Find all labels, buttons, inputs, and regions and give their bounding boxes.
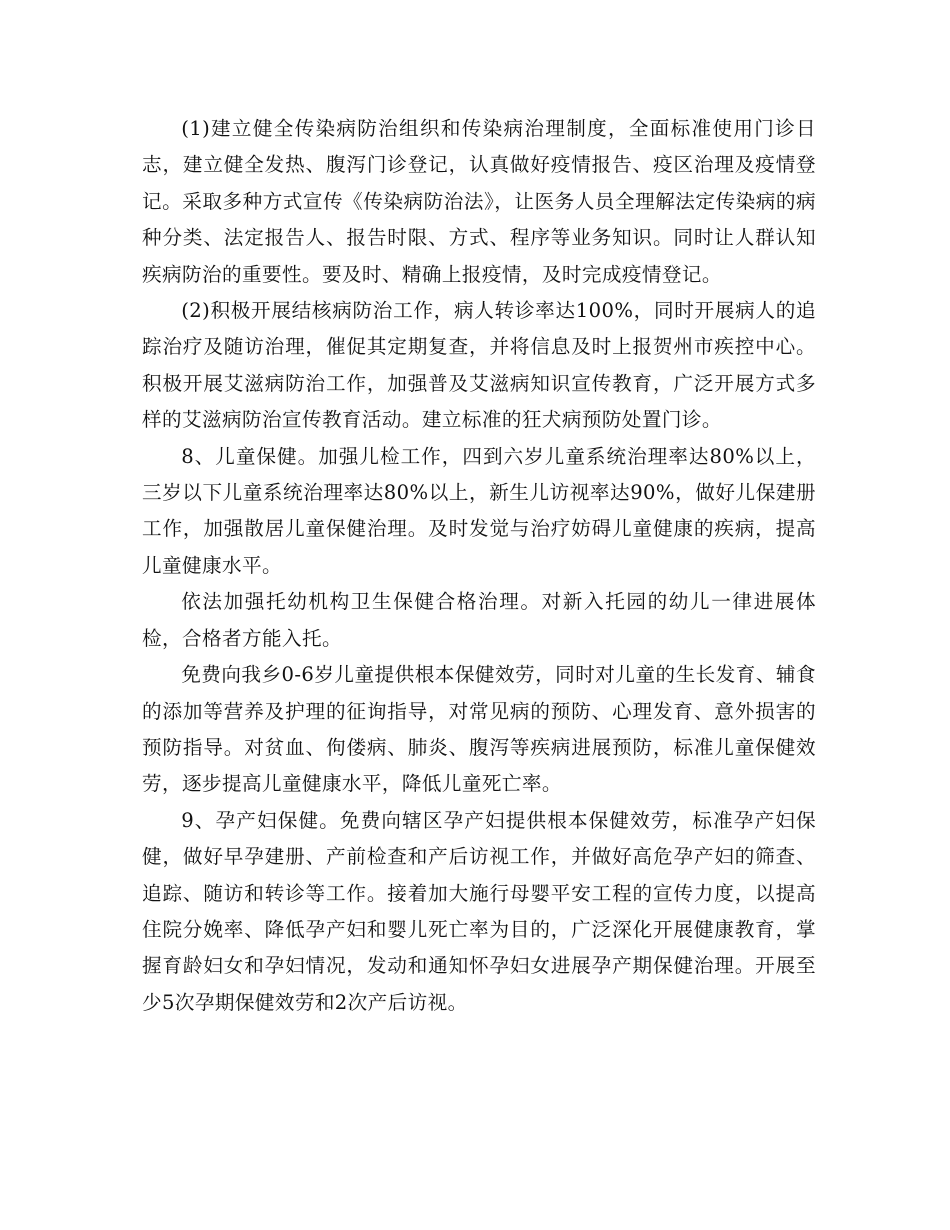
- paragraph-child-health: 8、儿童保健。加强儿检工作，四到六岁儿童系统治理率达80%以上，三岁以下儿童系统治理率达80%以上，新生儿访视率达90%，做好儿保建册工作，加强散居儿童保健治理。及时发觉与治疗妨碍儿童健康的疾病，提高儿童健康水平。: [142, 444, 816, 577]
- paragraph-free-child-services: 免费向我乡0-6岁儿童提供根本保健效劳，同时对儿童的生长发育、辅食的添加等营养及护理的征询指导，对常见病的预防、心理发育、意外损害的预防指导。对贫血、佝偻病、肺炎、腹泻等疾病进展预防，标准儿童保健效劳，逐步提高儿童健康水平，降低儿童死亡率。: [142, 663, 816, 796]
- document-body: [142, 111, 816, 1021]
- paragraph-maternal-health: 9、孕产妇保健。免费向辖区孕产妇提供根本保健效劳，标准孕产妇保健，做好早孕建册、产前检查和产后访视工作，并做好高危孕产妇的筛查、追踪、随访和转诊等工作。接着加大施行母婴平安工程的宣传力度，以提高住院分娩率、降低孕产妇和婴儿死亡率为目的，广泛深化开展健康教育，掌握育龄妇女和孕妇情况，发动和通知怀孕妇女进展孕产期保健治理。开展至少5次孕期保健效劳和2次产后访视。: [142, 808, 816, 1014]
- paragraph-nursery-health: 依法加强托幼机构卫生保健合格治理。对新入托园的幼儿一律进展体检，合格者方能入托。: [142, 590, 816, 650]
- paragraph-tuberculosis-aids: (2)积极开展结核病防治工作，病人转诊率达100%，同时开展病人的追踪治疗及随访治理，催促其定期复查，并将信息及时上报贺州市疾控中心。积极开展艾滋病防治工作，加强普及艾滋病知识宣传教育，广泛开展方式多样的艾滋病防治宣传教育活动。建立标准的狂犬病预防处置门诊。: [142, 299, 816, 432]
- paragraph-infectious-disease-system: (1)建立健全传染病防治组织和传染病治理制度，全面标准使用门诊日志，建立健全发热、腹泻门诊登记，认真做好疫情报告、疫区治理及疫情登记。采取多种方式宣传《传染病防治法》，让医务人员全理解法定传染病的病种分类、法定报告人、报告时限、方式、程序等业务知识。同时让人群认知疾病防治的重要性。要及时、精确上报疫情，及时完成疫情登记。: [142, 117, 816, 286]
